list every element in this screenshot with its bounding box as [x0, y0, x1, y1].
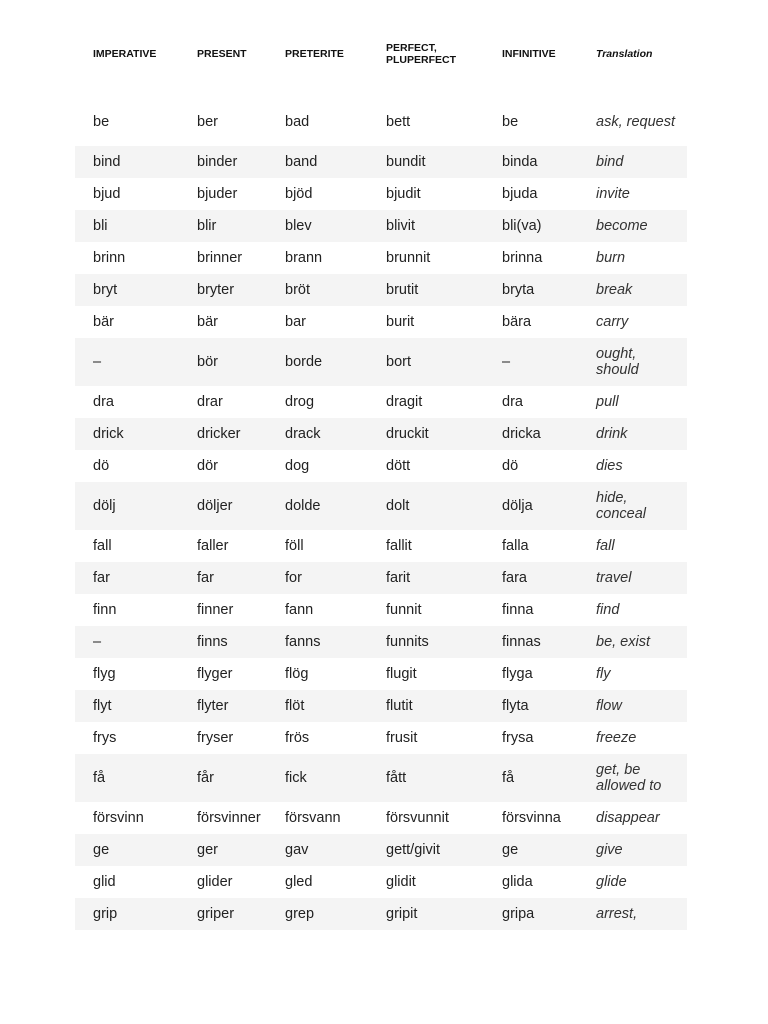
cell-perfect: bjudit [386, 186, 421, 202]
cell-preterite: fick [285, 770, 307, 786]
cell-perfect: blivit [386, 218, 416, 234]
cell-perfect: bett [386, 114, 411, 130]
cell-present: döljer [197, 498, 233, 514]
cell-translation: glide [596, 874, 627, 890]
cell-infinitive: glida [502, 874, 533, 890]
cell-infinitive: få [502, 770, 515, 786]
cell-present: försvinner [197, 810, 261, 826]
cell-imperative: bli [93, 218, 108, 234]
cell-present: bjuder [197, 186, 238, 202]
cell-translation: travel [596, 570, 632, 586]
cell-infinitive: dölja [502, 498, 533, 514]
cell-present: finner [197, 602, 234, 618]
cell-preterite: brann [285, 250, 323, 266]
cell-infinitive: bli(va) [502, 218, 542, 234]
cell-perfect: funnits [386, 634, 429, 650]
cell-translation: hide, conceal [596, 490, 646, 522]
cell-imperative: frys [93, 730, 117, 746]
cell-preterite: föll [285, 538, 304, 554]
cell-preterite: flög [285, 666, 309, 682]
table-row [75, 338, 687, 386]
table-row [75, 690, 687, 722]
cell-infinitive: falla [502, 538, 529, 554]
cell-preterite: fann [285, 602, 314, 618]
table-row [75, 594, 687, 626]
cell-imperative: bjud [93, 186, 121, 202]
cell-perfect: fallit [386, 538, 412, 554]
table-row [75, 306, 687, 338]
cell-present: får [197, 770, 214, 786]
cell-infinitive: – [502, 354, 511, 370]
cell-preterite: dog [285, 458, 310, 474]
cell-imperative: dra [93, 394, 114, 410]
header-present: PRESENT [197, 48, 247, 60]
cell-infinitive: ge [502, 842, 519, 858]
cell-translation: burn [596, 250, 626, 266]
cell-present: drar [197, 394, 223, 410]
cell-present: ber [197, 114, 218, 130]
table-row [75, 722, 687, 754]
cell-present: dricker [197, 426, 241, 442]
cell-perfect: brunnit [386, 250, 431, 266]
header-translation: Translation [596, 48, 653, 60]
table-row [75, 210, 687, 242]
cell-present: griper [197, 906, 235, 922]
cell-preterite: blev [285, 218, 312, 234]
header-imperative: IMPERATIVE [93, 48, 157, 60]
cell-present: flyger [197, 666, 233, 682]
cell-imperative: bryt [93, 282, 118, 298]
table-row [75, 562, 687, 594]
table-row [75, 242, 687, 274]
cell-imperative: få [93, 770, 106, 786]
cell-imperative: bind [93, 154, 121, 170]
table-row [75, 530, 687, 562]
cell-present: finns [197, 634, 228, 650]
cell-translation: find [596, 602, 620, 618]
cell-preterite: bar [285, 314, 306, 330]
cell-preterite: gled [285, 874, 313, 890]
cell-preterite: flöt [285, 698, 305, 714]
cell-present: faller [197, 538, 229, 554]
cell-translation: pull [596, 394, 619, 410]
cell-preterite: for [285, 570, 302, 586]
table-row [75, 386, 687, 418]
cell-translation: ask, request [596, 114, 675, 130]
cell-imperative: drick [93, 426, 124, 442]
cell-infinitive: frysa [502, 730, 534, 746]
cell-imperative: flyt [93, 698, 112, 714]
cell-perfect: flugit [386, 666, 417, 682]
table-body [75, 98, 687, 930]
cell-infinitive: finnas [502, 634, 541, 650]
cell-preterite: fanns [285, 634, 321, 650]
cell-imperative: finn [93, 602, 117, 618]
cell-preterite: drog [285, 394, 315, 410]
cell-imperative: fall [93, 538, 112, 554]
cell-translation: fly [596, 666, 611, 682]
table-row [75, 178, 687, 210]
cell-imperative: far [93, 570, 110, 586]
cell-infinitive: bära [502, 314, 532, 330]
cell-perfect: bort [386, 354, 411, 370]
cell-present: ger [197, 842, 218, 858]
cell-imperative: dölj [93, 498, 116, 514]
cell-preterite: försvann [285, 810, 341, 826]
cell-perfect: glidit [386, 874, 416, 890]
cell-preterite: frös [285, 730, 310, 746]
cell-present: fryser [197, 730, 234, 746]
cell-present: far [197, 570, 214, 586]
cell-perfect: bundit [386, 154, 426, 170]
header-perfect-pluperfect: PERFECT, PLUPERFECT [386, 42, 457, 66]
table-row [75, 626, 687, 658]
cell-infinitive: finna [502, 602, 534, 618]
table-row [75, 482, 687, 530]
cell-translation: ought, should [596, 346, 639, 378]
cell-perfect: försvunnit [386, 810, 449, 826]
cell-perfect: gett/givit [386, 842, 440, 858]
cell-translation: be, exist [596, 634, 650, 650]
cell-translation: give [596, 842, 623, 858]
cell-infinitive: dra [502, 394, 523, 410]
cell-present: dör [197, 458, 218, 474]
cell-translation: freeze [596, 730, 637, 746]
table-row [75, 450, 687, 482]
cell-preterite: bröt [285, 282, 310, 298]
cell-imperative: glid [93, 874, 116, 890]
cell-perfect: flutit [386, 698, 413, 714]
cell-perfect: frusit [386, 730, 418, 746]
cell-translation: arrest, [596, 906, 638, 922]
cell-perfect: gripit [386, 906, 418, 922]
cell-translation: bind [596, 154, 624, 170]
table-row [75, 866, 687, 898]
cell-imperative: – [93, 634, 102, 650]
table-row [75, 898, 687, 930]
table-row [75, 98, 687, 146]
cell-imperative: ge [93, 842, 110, 858]
cell-translation: fall [596, 538, 615, 554]
cell-infinitive: brinna [502, 250, 543, 266]
cell-imperative: försvinn [93, 810, 144, 826]
cell-imperative: bär [93, 314, 114, 330]
cell-infinitive: binda [502, 154, 538, 170]
cell-preterite: gav [285, 842, 309, 858]
cell-imperative: brinn [93, 250, 126, 266]
cell-infinitive: flyga [502, 666, 533, 682]
cell-imperative: – [93, 354, 102, 370]
cell-perfect: burit [386, 314, 415, 330]
cell-translation: drink [596, 426, 628, 442]
cell-preterite: band [285, 154, 318, 170]
cell-present: blir [197, 218, 217, 234]
cell-present: bör [197, 354, 218, 370]
cell-translation: dies [596, 458, 623, 474]
table-row [75, 802, 687, 834]
cell-translation: invite [596, 186, 630, 202]
cell-translation: become [596, 218, 648, 234]
cell-imperative: grip [93, 906, 118, 922]
header-infinitive: INFINITIVE [502, 48, 556, 60]
cell-perfect: druckit [386, 426, 429, 442]
cell-perfect: dragit [386, 394, 423, 410]
table-row [75, 658, 687, 690]
cell-infinitive: bryta [502, 282, 535, 298]
cell-perfect: funnit [386, 602, 422, 618]
cell-imperative: dö [93, 458, 110, 474]
cell-infinitive: flyta [502, 698, 529, 714]
cell-imperative: be [93, 114, 110, 130]
cell-perfect: farit [386, 570, 411, 586]
cell-preterite: dolde [285, 498, 321, 514]
cell-infinitive: be [502, 114, 519, 130]
table-row [75, 146, 687, 178]
cell-preterite: drack [285, 426, 321, 442]
cell-translation: disappear [596, 810, 660, 826]
table-header-row [75, 30, 687, 78]
cell-infinitive: bjuda [502, 186, 538, 202]
cell-infinitive: dricka [502, 426, 541, 442]
cell-infinitive: fara [502, 570, 527, 586]
cell-perfect: dolt [386, 498, 410, 514]
cell-translation: carry [596, 314, 629, 330]
cell-present: flyter [197, 698, 229, 714]
cell-preterite: bjöd [285, 186, 313, 202]
cell-perfect: brutit [386, 282, 419, 298]
cell-translation: get, be allowed to [596, 762, 662, 794]
cell-imperative: flyg [93, 666, 116, 682]
cell-infinitive: gripa [502, 906, 535, 922]
table-row [75, 418, 687, 450]
header-spacer [75, 78, 687, 98]
verb-conjugation-table [75, 30, 687, 930]
table-row [75, 274, 687, 306]
cell-preterite: borde [285, 354, 323, 370]
cell-translation: break [596, 282, 633, 298]
cell-translation: flow [596, 698, 622, 714]
cell-present: brinner [197, 250, 243, 266]
header-preterite: PRETERITE [285, 48, 344, 60]
cell-perfect: dött [386, 458, 411, 474]
cell-preterite: bad [285, 114, 310, 130]
cell-present: bär [197, 314, 218, 330]
cell-infinitive: dö [502, 458, 519, 474]
cell-infinitive: försvinna [502, 810, 561, 826]
table-row [75, 834, 687, 866]
table-row [75, 754, 687, 802]
cell-present: glider [197, 874, 233, 890]
cell-present: binder [197, 154, 238, 170]
cell-present: bryter [197, 282, 235, 298]
cell-preterite: grep [285, 906, 315, 922]
cell-perfect: fått [386, 770, 407, 786]
